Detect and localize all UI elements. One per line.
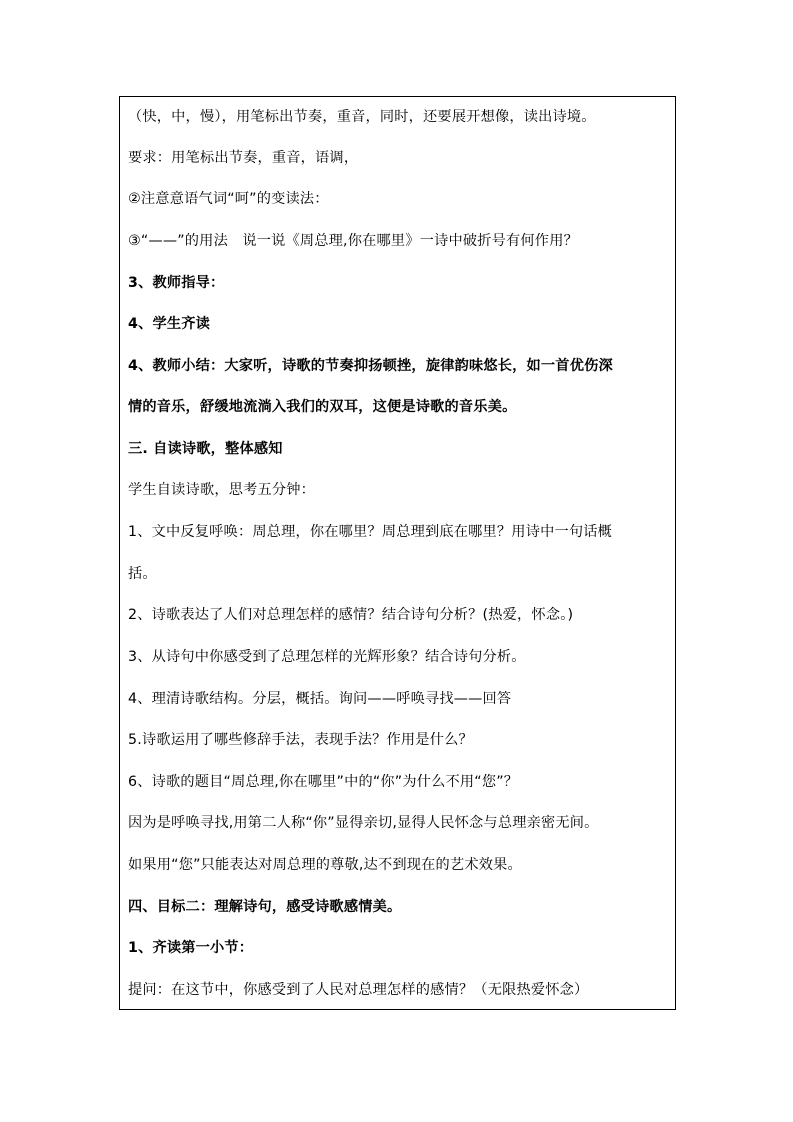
section-heading: 三. 自读诗歌，整体感知 bbox=[128, 441, 283, 457]
summary-line: 情的音乐，舒缓地流淌入我们的双耳，这便是诗歌的音乐美。 bbox=[128, 399, 517, 415]
section-heading: 4、学生齐读 bbox=[128, 316, 211, 332]
summary-line: 4、教师小结：大家听，诗歌的节奏抑扬顿挫，旋律韵味悠长，如一首优伤深 bbox=[128, 358, 613, 374]
question-line: 2、诗歌表达了人们对总理怎样的感情？结合诗句分析？(热爱，怀念。) bbox=[128, 607, 574, 623]
text-line: ②注意意语气词“呵”的变读法： bbox=[128, 191, 329, 207]
answer-line: 因为是呼唤寻找,用第二人称“你”显得亲切,显得人民怀念与总理亲密无间。 bbox=[128, 815, 599, 831]
question-line: 3、从诗句中你感受到了总理怎样的光辉形象？结合诗句分析。 bbox=[128, 649, 526, 665]
section-heading: 1、齐读第一小节： bbox=[128, 940, 254, 956]
answer-line: 如果用“您”只能表达对周总理的尊敬,达不到现在的艺术效果。 bbox=[128, 857, 522, 873]
question-line: 6、诗歌的题目“周总理,你在哪里”中的“你”为什么不用“您”？ bbox=[128, 774, 519, 790]
text-line: （快，中，慢），用笔标出节奏，重音，同时，还要展开想像，读出诗境。 bbox=[128, 109, 596, 125]
question-line: 1、文中反复呼唤：周总理，你在哪里？周总理到底在哪里？用诗中一句话概 bbox=[128, 524, 613, 540]
text-line: 学生自读诗歌，思考五分钟： bbox=[128, 482, 316, 498]
question-line: 提问：在这节中，你感受到了人民对总理怎样的感情？（无限热爱怀念） bbox=[128, 982, 589, 998]
text-line: 要求：用笔标出节奏，重音，语调， bbox=[128, 150, 359, 166]
question-line: 5.诗歌运用了哪些修辞手法，表现手法？作用是什么？ bbox=[128, 732, 473, 748]
question-line: 4、理清诗歌结构。分层，概括。询问——呼唤寻找——回答 bbox=[128, 691, 512, 707]
section-heading: 四、目标二：理解诗句，感受诗歌感情美。 bbox=[128, 899, 402, 915]
section-heading: 3、教师指导： bbox=[128, 275, 225, 291]
question-line: 括。 bbox=[128, 566, 157, 582]
text-line: ③“——”的用法 说一说《周总理,你在哪里》一诗中破折号有何作用？ bbox=[128, 233, 578, 249]
